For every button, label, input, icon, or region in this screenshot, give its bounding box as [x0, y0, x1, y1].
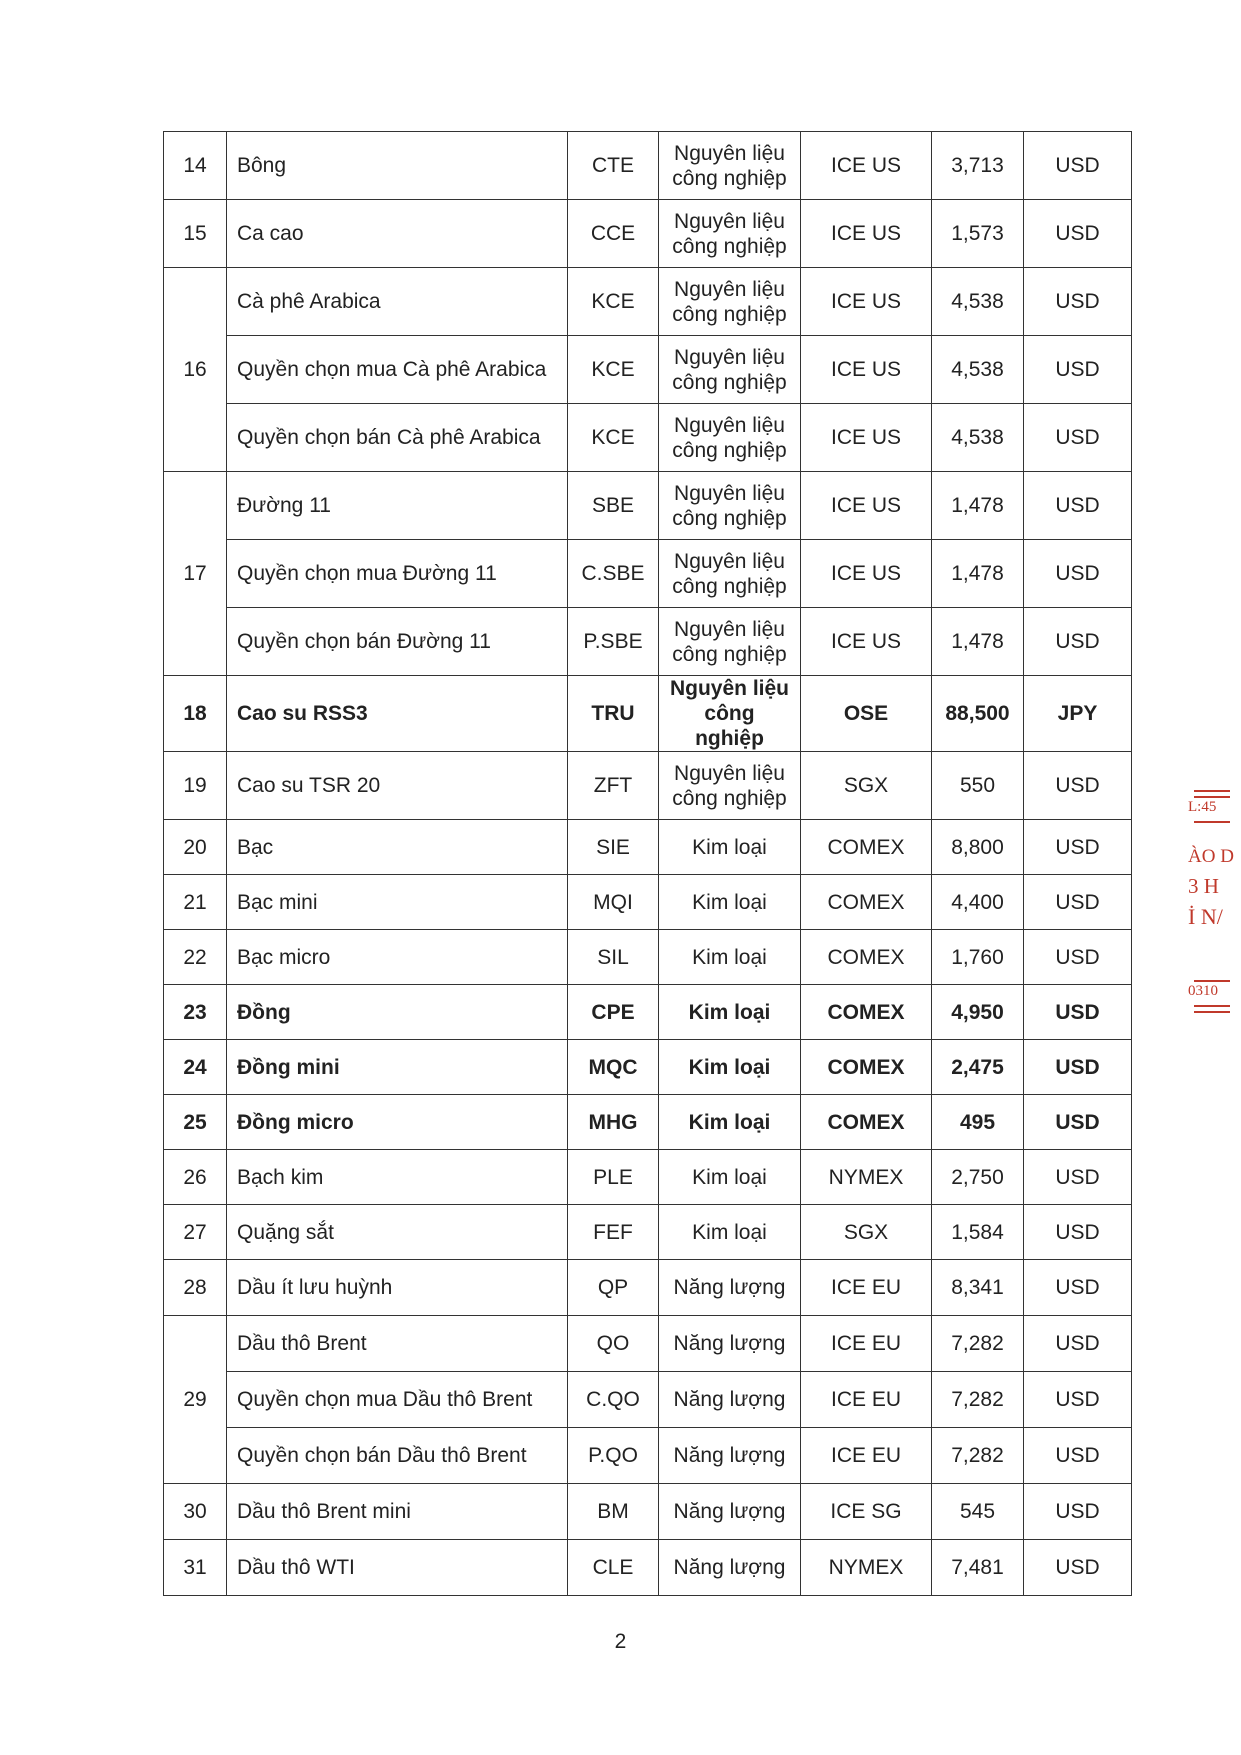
- exchange-cell: ICE US: [801, 404, 932, 472]
- row-number-cell: 29: [164, 1316, 227, 1484]
- margin-value-cell: 1,478: [932, 608, 1024, 676]
- exchange-cell: ICE EU: [801, 1372, 932, 1428]
- product-name-cell: Quyền chọn mua Đường 11: [227, 540, 568, 608]
- exchange-cell: ICE US: [801, 608, 932, 676]
- margin-value-cell: 4,400: [932, 875, 1024, 930]
- product-code-cell: CLE: [568, 1540, 659, 1596]
- product-group-cell: Năng lượng: [659, 1540, 801, 1596]
- product-group-cell: Kim loại: [659, 930, 801, 985]
- exchange-cell: ICE US: [801, 268, 932, 336]
- table-row: [164, 1372, 1132, 1428]
- table-row: [164, 1484, 1132, 1540]
- product-group-cell: Kim loại: [659, 985, 801, 1040]
- table-row: [164, 1150, 1132, 1205]
- table-row: [164, 676, 1132, 752]
- product-group-cell: Nguyên liệu công nghiệp: [659, 132, 801, 200]
- currency-cell: USD: [1024, 1372, 1132, 1428]
- table-row: [164, 472, 1132, 540]
- product-group-cell: Năng lượng: [659, 1372, 801, 1428]
- product-group-cell: Kim loại: [659, 1095, 801, 1150]
- product-name-cell: Quyền chọn mua Cà phê Arabica: [227, 336, 568, 404]
- product-name-cell: Quyền chọn mua Dầu thô Brent: [227, 1372, 568, 1428]
- margin-value-cell: 1,478: [932, 472, 1024, 540]
- product-group-cell: Năng lượng: [659, 1316, 801, 1372]
- product-name-cell: Dầu thô WTI: [227, 1540, 568, 1596]
- product-code-cell: ZFT: [568, 752, 659, 820]
- table-row: [164, 540, 1132, 608]
- product-name-cell: Cao su TSR 20: [227, 752, 568, 820]
- currency-cell: USD: [1024, 1316, 1132, 1372]
- exchange-cell: NYMEX: [801, 1540, 932, 1596]
- row-number-cell: 17: [164, 472, 227, 676]
- product-name-cell: Bạc mini: [227, 875, 568, 930]
- red-stamp-fragment: [1188, 790, 1241, 1020]
- margin-value-cell: 7,282: [932, 1316, 1024, 1372]
- table-row: [164, 268, 1132, 336]
- currency-cell: USD: [1024, 985, 1132, 1040]
- product-code-cell: KCE: [568, 404, 659, 472]
- product-name-cell: Bông: [227, 132, 568, 200]
- exchange-cell: ICE US: [801, 540, 932, 608]
- product-name-cell: Quyền chọn bán Dầu thô Brent: [227, 1428, 568, 1484]
- product-code-cell: C.QO: [568, 1372, 659, 1428]
- currency-cell: USD: [1024, 820, 1132, 875]
- table-row: [164, 875, 1132, 930]
- exchange-cell: COMEX: [801, 985, 932, 1040]
- exchange-cell: COMEX: [801, 875, 932, 930]
- product-name-cell: Dầu thô Brent: [227, 1316, 568, 1372]
- product-group-cell: Năng lượng: [659, 1484, 801, 1540]
- product-group-cell: Nguyên liệu công nghiệp: [659, 752, 801, 820]
- table-row: [164, 1540, 1132, 1596]
- currency-cell: USD: [1024, 930, 1132, 985]
- product-code-cell: P.QO: [568, 1428, 659, 1484]
- table-row: [164, 1040, 1132, 1095]
- margin-value-cell: 550: [932, 752, 1024, 820]
- product-name-cell: Dầu ít lưu huỳnh: [227, 1260, 568, 1316]
- product-group-cell: Nguyên liệu công nghiệp: [659, 676, 801, 752]
- currency-cell: USD: [1024, 608, 1132, 676]
- row-number-cell: 27: [164, 1205, 227, 1260]
- margin-value-cell: 4,538: [932, 404, 1024, 472]
- exchange-cell: ICE US: [801, 336, 932, 404]
- row-number-cell: 25: [164, 1095, 227, 1150]
- product-name-cell: Bạc: [227, 820, 568, 875]
- product-code-cell: KCE: [568, 336, 659, 404]
- product-code-cell: SIE: [568, 820, 659, 875]
- product-code-cell: QP: [568, 1260, 659, 1316]
- exchange-cell: ICE EU: [801, 1260, 932, 1316]
- margin-value-cell: 4,538: [932, 268, 1024, 336]
- margin-value-cell: 495: [932, 1095, 1024, 1150]
- exchange-cell: COMEX: [801, 1040, 932, 1095]
- table-row: [164, 985, 1132, 1040]
- currency-cell: USD: [1024, 1040, 1132, 1095]
- table-row: [164, 336, 1132, 404]
- product-code-cell: C.SBE: [568, 540, 659, 608]
- margin-value-cell: 8,800: [932, 820, 1024, 875]
- currency-cell: USD: [1024, 1095, 1132, 1150]
- product-group-cell: Nguyên liệu công nghiệp: [659, 540, 801, 608]
- currency-cell: USD: [1024, 752, 1132, 820]
- product-name-cell: Quyền chọn bán Cà phê Arabica: [227, 404, 568, 472]
- exchange-cell: COMEX: [801, 930, 932, 985]
- product-group-cell: Nguyên liệu công nghiệp: [659, 200, 801, 268]
- product-group-cell: Năng lượng: [659, 1260, 801, 1316]
- stamp-line: L:45: [1188, 799, 1217, 815]
- product-name-cell: Cao su RSS3: [227, 676, 568, 752]
- currency-cell: USD: [1024, 1484, 1132, 1540]
- table-row: [164, 930, 1132, 985]
- currency-cell: JPY: [1024, 676, 1132, 752]
- exchange-cell: COMEX: [801, 820, 932, 875]
- stamp-line: İ N/: [1188, 904, 1223, 929]
- row-number-cell: 24: [164, 1040, 227, 1095]
- margin-value-cell: 3,713: [932, 132, 1024, 200]
- table-row: [164, 752, 1132, 820]
- page-number: 2: [614, 1630, 627, 1653]
- row-number-cell: 15: [164, 200, 227, 268]
- stamp-line: ÀO D: [1188, 846, 1234, 867]
- product-code-cell: TRU: [568, 676, 659, 752]
- commodity-table: [163, 131, 1132, 1596]
- table-row: [164, 404, 1132, 472]
- row-number-cell: 31: [164, 1540, 227, 1596]
- exchange-cell: OSE: [801, 676, 932, 752]
- product-code-cell: P.SBE: [568, 608, 659, 676]
- currency-cell: USD: [1024, 404, 1132, 472]
- product-code-cell: PLE: [568, 1150, 659, 1205]
- product-name-cell: Đồng micro: [227, 1095, 568, 1150]
- margin-value-cell: 7,282: [932, 1428, 1024, 1484]
- row-number-cell: 30: [164, 1484, 227, 1540]
- product-code-cell: MHG: [568, 1095, 659, 1150]
- exchange-cell: NYMEX: [801, 1150, 932, 1205]
- row-number-cell: 23: [164, 985, 227, 1040]
- table-row: [164, 1428, 1132, 1484]
- product-name-cell: Bạc micro: [227, 930, 568, 985]
- currency-cell: USD: [1024, 1428, 1132, 1484]
- table-row: [164, 1260, 1132, 1316]
- margin-value-cell: 4,950: [932, 985, 1024, 1040]
- product-name-cell: Đồng mini: [227, 1040, 568, 1095]
- margin-value-cell: 2,475: [932, 1040, 1024, 1095]
- margin-value-cell: 545: [932, 1484, 1024, 1540]
- product-code-cell: MQI: [568, 875, 659, 930]
- product-group-cell: Nguyên liệu công nghiệp: [659, 404, 801, 472]
- row-number-cell: 14: [164, 132, 227, 200]
- product-code-cell: CPE: [568, 985, 659, 1040]
- currency-cell: USD: [1024, 875, 1132, 930]
- row-number-cell: 21: [164, 875, 227, 930]
- row-number-cell: 26: [164, 1150, 227, 1205]
- exchange-cell: ICE SG: [801, 1484, 932, 1540]
- currency-cell: USD: [1024, 268, 1132, 336]
- exchange-cell: ICE US: [801, 200, 932, 268]
- currency-cell: USD: [1024, 1540, 1132, 1596]
- stamp-line: 0310: [1188, 983, 1218, 999]
- product-name-cell: Dầu thô Brent mini: [227, 1484, 568, 1540]
- margin-value-cell: 1,478: [932, 540, 1024, 608]
- table-row: [164, 608, 1132, 676]
- product-code-cell: SBE: [568, 472, 659, 540]
- table-row: [164, 132, 1132, 200]
- product-name-cell: Bạch kim: [227, 1150, 568, 1205]
- product-group-cell: Kim loại: [659, 820, 801, 875]
- product-code-cell: MQC: [568, 1040, 659, 1095]
- margin-value-cell: 88,500: [932, 676, 1024, 752]
- product-code-cell: KCE: [568, 268, 659, 336]
- exchange-cell: ICE US: [801, 132, 932, 200]
- currency-cell: USD: [1024, 336, 1132, 404]
- exchange-cell: SGX: [801, 752, 932, 820]
- row-number-cell: 28: [164, 1260, 227, 1316]
- margin-value-cell: 7,481: [932, 1540, 1024, 1596]
- product-code-cell: BM: [568, 1484, 659, 1540]
- table-body: [164, 132, 1132, 1596]
- table-row: [164, 820, 1132, 875]
- product-code-cell: CTE: [568, 132, 659, 200]
- currency-cell: USD: [1024, 1260, 1132, 1316]
- exchange-cell: ICE EU: [801, 1428, 932, 1484]
- product-name-cell: Ca cao: [227, 200, 568, 268]
- currency-cell: USD: [1024, 472, 1132, 540]
- stamp-line: 3 H: [1188, 874, 1219, 898]
- product-name-cell: Đường 11: [227, 472, 568, 540]
- margin-value-cell: 1,760: [932, 930, 1024, 985]
- exchange-cell: ICE US: [801, 472, 932, 540]
- row-number-cell: 19: [164, 752, 227, 820]
- exchange-cell: ICE EU: [801, 1316, 932, 1372]
- product-group-cell: Kim loại: [659, 875, 801, 930]
- product-name-cell: Cà phê Arabica: [227, 268, 568, 336]
- product-group-cell: Nguyên liệu công nghiệp: [659, 472, 801, 540]
- table-row: [164, 1205, 1132, 1260]
- margin-value-cell: 8,341: [932, 1260, 1024, 1316]
- product-group-cell: Năng lượng: [659, 1428, 801, 1484]
- currency-cell: USD: [1024, 1205, 1132, 1260]
- margin-value-cell: 4,538: [932, 336, 1024, 404]
- row-number-cell: 22: [164, 930, 227, 985]
- exchange-cell: SGX: [801, 1205, 932, 1260]
- row-number-cell: 18: [164, 676, 227, 752]
- product-code-cell: CCE: [568, 200, 659, 268]
- currency-cell: USD: [1024, 200, 1132, 268]
- margin-value-cell: 1,584: [932, 1205, 1024, 1260]
- product-name-cell: Quyền chọn bán Đường 11: [227, 608, 568, 676]
- currency-cell: USD: [1024, 132, 1132, 200]
- margin-value-cell: 7,282: [932, 1372, 1024, 1428]
- table-row: [164, 200, 1132, 268]
- product-name-cell: Đồng: [227, 985, 568, 1040]
- table-row: [164, 1095, 1132, 1150]
- product-group-cell: Kim loại: [659, 1150, 801, 1205]
- product-code-cell: QO: [568, 1316, 659, 1372]
- product-group-cell: Nguyên liệu công nghiệp: [659, 336, 801, 404]
- margin-value-cell: 2,750: [932, 1150, 1024, 1205]
- row-number-cell: 20: [164, 820, 227, 875]
- product-name-cell: Quặng sắt: [227, 1205, 568, 1260]
- margin-value-cell: 1,573: [932, 200, 1024, 268]
- product-group-cell: Nguyên liệu công nghiệp: [659, 608, 801, 676]
- currency-cell: USD: [1024, 540, 1132, 608]
- product-code-cell: SIL: [568, 930, 659, 985]
- table-row: [164, 1316, 1132, 1372]
- row-number-cell: 16: [164, 268, 227, 472]
- product-code-cell: FEF: [568, 1205, 659, 1260]
- product-group-cell: Nguyên liệu công nghiệp: [659, 268, 801, 336]
- currency-cell: USD: [1024, 1150, 1132, 1205]
- product-group-cell: Kim loại: [659, 1040, 801, 1095]
- product-group-cell: Kim loại: [659, 1205, 801, 1260]
- exchange-cell: COMEX: [801, 1095, 932, 1150]
